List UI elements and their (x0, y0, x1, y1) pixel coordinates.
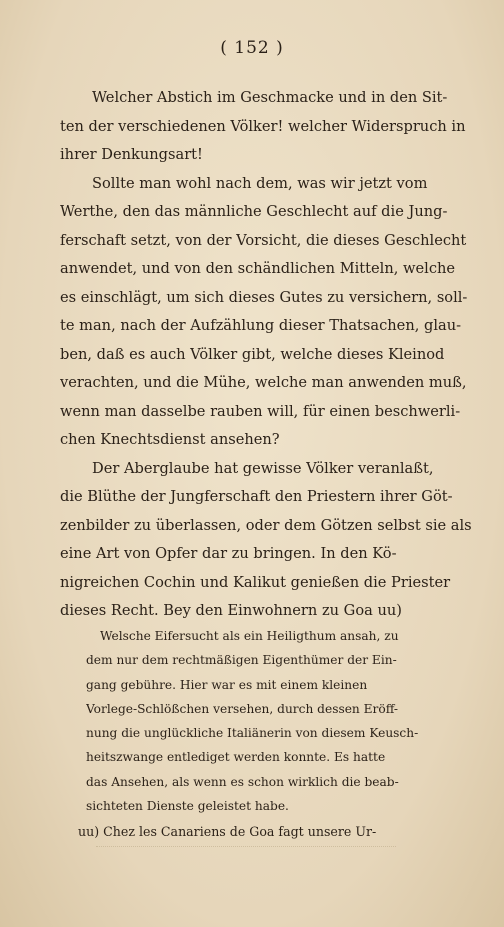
bleed-through-marks (96, 846, 396, 855)
text-line: nung die unglückliche Italiänerin von diesem Keusch- (86, 726, 419, 741)
text-line: anwendet, und von den schändlichen Mitteln, welche (60, 260, 456, 277)
text-line: chen Knechtsdienst ansehen? (60, 431, 280, 448)
text-line: es einschlägt, um sich dieses Gutes zu versichern, soll- (60, 288, 468, 306)
text-line: ferschaft setzt, von der Vorsicht, die dieses Geschlecht (60, 231, 467, 249)
main-text (60, 84, 480, 626)
text-line: Welcher Abstich im Geschmacke und in den Sit- (92, 89, 448, 106)
text-line: dieses Recht. Bey den Einwohnern zu Goa uu) (60, 602, 402, 619)
text-line: sichteten Dienste geleistet habe. (86, 799, 289, 814)
text-line: Der Aberglaube hat gewisse Völker veranlaßt, (92, 459, 434, 477)
text-line: wenn man dasselbe rauben will, für einen beschwerli- (60, 402, 461, 420)
footnote-continuation: uu) Chez les Canariens de Goa fagt unsere Ur- (78, 824, 377, 839)
text-line: zenbilder zu überlassen, oder dem Götzen selbst sie als (60, 516, 472, 534)
text-line: ihrer Denkungsart! (60, 146, 203, 163)
page-number: ( 152 ) (220, 38, 284, 58)
text-line: gang gebühre. Hier war es mit einem kleinen (86, 677, 368, 692)
text-line: Werthe, den das männliche Geschlecht auf die Jung- (60, 203, 448, 220)
text-line: te man, nach der Aufzählung dieser Thatsachen, glau- (60, 317, 462, 334)
text-line: ben, daß es auch Völker gibt, welche dieses Kleinod (60, 345, 445, 363)
footnote (86, 624, 486, 818)
text-line: nigreichen Cochin und Kalikut genießen die Priester (60, 573, 451, 591)
text-line: verachten, und die Mühe, welche man anwenden muß, (60, 374, 467, 391)
text-line: Welsche Eifersucht als ein Heiligthum ansah, zu (100, 629, 399, 643)
text-line: Sollte man wohl nach dem, was wir jetzt vom (92, 174, 428, 192)
text-line: ten der verschiedenen Völker! welcher Widerspruch in (60, 117, 466, 135)
text-line: die Blüthe der Jungferschaft den Priestern ihrer Göt- (60, 488, 453, 505)
text-line: heitszwange entlediget werden konnte. Es hatte (86, 750, 386, 765)
text-line: dem nur dem rechtmäßigen Eigenthümer der Ein- (86, 653, 397, 668)
text-line: eine Art von Opfer dar zu bringen. In den Kö- (60, 545, 397, 562)
text-line: Vorlege-Schlößchen versehen, durch dessen Eröff- (86, 701, 399, 716)
text-line: das Ansehen, als wenn es schon wirklich die beab- (86, 774, 399, 789)
